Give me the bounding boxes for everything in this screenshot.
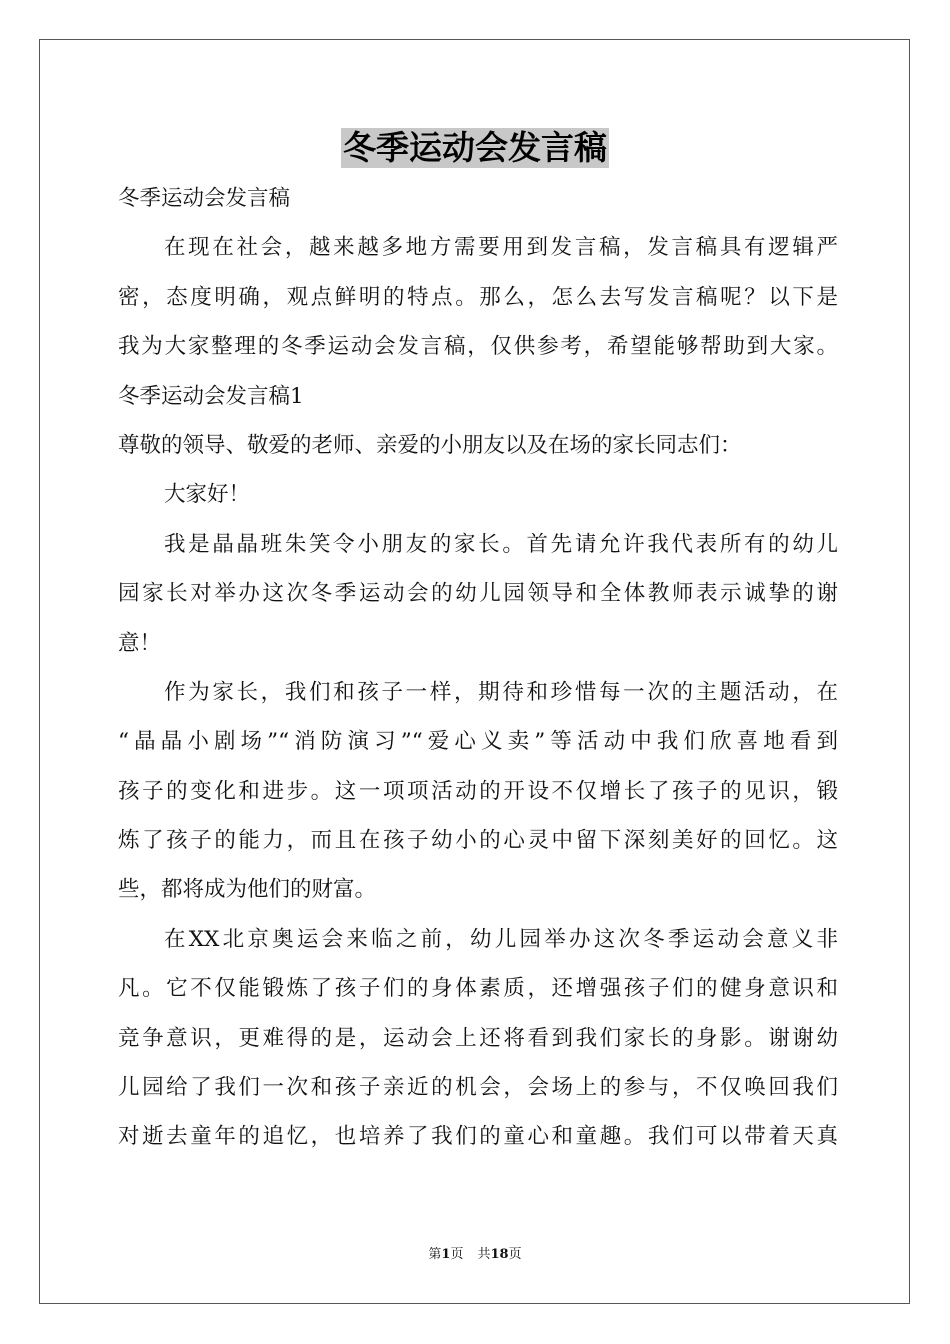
page-number: 1 (441, 1247, 451, 1262)
subtitle-line: 冬季运动会发言稿 (118, 186, 291, 211)
body-line: 凡。它不仅能锻炼了孩子们的身体素质，还增强孩子们的健身意识和 (118, 976, 838, 1002)
salutation-line: 尊敬的领导、敬爱的老师、亲爱的小朋友以及在场的家长同志们： (118, 432, 742, 458)
total-prefix: 共 (477, 1247, 491, 1262)
page-suffix: 页 (450, 1247, 464, 1262)
document-body (118, 174, 838, 1162)
document-title: 冬季运动会发言稿 (343, 128, 607, 167)
body-line: 孩子的变化和进步。这一项项活动的开设不仅增长了孩子的见识，锻 (118, 778, 838, 804)
body-line: 在现在社会，越来越多地方需要用到发言稿，发言稿具有逻辑严 (164, 235, 838, 261)
page-footer (0, 1246, 950, 1264)
body-line: 我是晶晶班朱笑令小朋友的家长。首先请允许我代表所有的幼儿 (164, 531, 838, 557)
body-line: 儿园给了我们一次和孩子亲近的机会，会场上的参与，不仅唤回我们 (118, 1075, 838, 1101)
body-line: 作为家长，我们和孩子一样，期待和珍惜每一次的主题活动，在 (164, 679, 838, 705)
body-line: 在XX北京奥运会来临之前，幼儿园举办这次冬季运动会意义非 (164, 926, 838, 952)
body-line: 炼了孩子的能力，而且在孩子幼小的心灵中留下深刻美好的回忆。这 (118, 828, 838, 854)
title-area (0, 128, 950, 168)
body-line: 些，都将成为他们的财富。 (118, 877, 377, 903)
body-line: 我为大家整理的冬季运动会发言稿，仅供参考，希望能够帮助到大家。 (118, 334, 838, 360)
body-line: 密，态度明确，观点鲜明的特点。那么，怎么去写发言稿呢？以下是 (118, 284, 838, 310)
page-prefix: 第 (428, 1247, 442, 1262)
section-heading: 冬季运动会发言稿1 (118, 383, 304, 409)
body-line: “晶晶小剧场”“消防演习”“爱心义卖”等活动中我们欣喜地看到 (118, 729, 838, 755)
body-line: 意！ (118, 630, 162, 656)
body-line: 对逝去童年的追忆，也培养了我们的童心和童趣。我们可以带着天真 (118, 1124, 838, 1150)
body-line: 竞争意识，更难得的是，运动会上还将看到我们家长的身影。谢谢幼 (118, 1025, 838, 1051)
greeting-line: 大家好！ (164, 482, 251, 508)
total-suffix: 页 (508, 1247, 522, 1262)
body-line: 园家长对举办这次冬季运动会的幼儿园领导和全体教师表示诚挚的谢 (118, 581, 838, 607)
total-pages: 18 (490, 1247, 509, 1262)
